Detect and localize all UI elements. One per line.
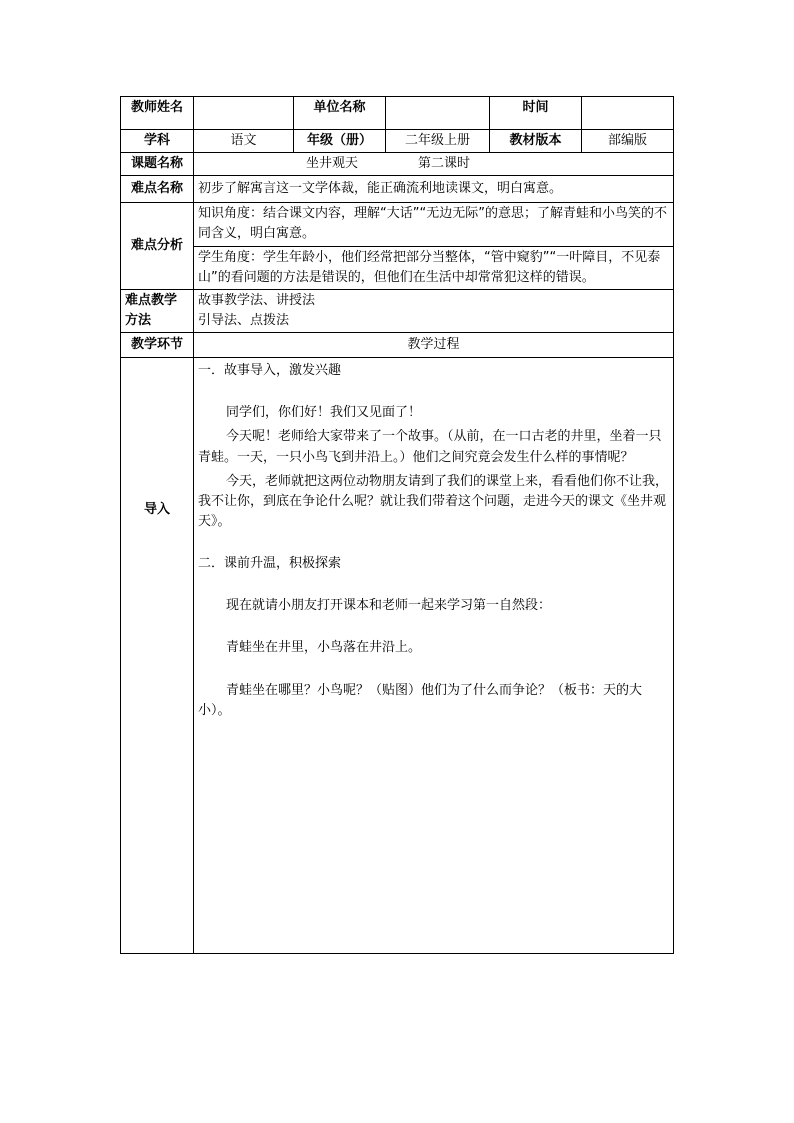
section-2-title: 二．课前升温，积极探索 xyxy=(198,556,342,572)
section-1-title: 一．故事导入，激发兴趣 xyxy=(198,363,342,379)
subject-info-row xyxy=(121,130,674,153)
teacher-name-label: 教师姓名 xyxy=(121,97,194,130)
grade-value: 二年级上册 xyxy=(386,130,490,153)
method-label: 难点教学方法 xyxy=(121,289,194,332)
intro-paragraph-3: 今天，老师就把这两位动物朋友请到了我们的课堂上来，看看他们你不让我，我不让你，到底在争论什么呢？就让我们带着这个问题，走进今天的课文《坐井观天》。 xyxy=(198,473,669,529)
intro-paragraph-2: 今天呢！老师给大家带来了一个故事。（从前，在一口古老的井里，坐着一只青蛙。一天，一只小鸟飞到井沿上。）他们之间究竟会发生什么样的事情呢？ xyxy=(198,429,662,465)
time-label: 时间 xyxy=(490,97,582,130)
method-line-2: 引导法、点拨法 xyxy=(198,312,290,328)
teacher-name-value xyxy=(194,97,294,130)
intro-process xyxy=(194,358,674,954)
time-value xyxy=(582,97,674,130)
lesson-plan-table xyxy=(120,96,674,954)
analysis-label: 难点分析 xyxy=(121,203,194,290)
intro-label: 导入 xyxy=(121,358,194,954)
topic-row xyxy=(121,153,674,176)
method-row xyxy=(121,289,674,332)
topic-title: 坐井观天 xyxy=(305,156,358,172)
teacher-info-row xyxy=(121,97,674,130)
intro-row xyxy=(121,358,674,954)
unit-name-label: 单位名称 xyxy=(294,97,386,130)
textbook-version-value: 部编版 xyxy=(582,130,674,153)
intro-paragraph-6: 青蛙坐在哪里？小鸟呢？（贴图）他们为了什么而争论？（板书：天的大小）。 xyxy=(198,682,643,718)
intro-paragraph-5: 青蛙坐在井里，小鸟落在井沿上。 xyxy=(226,640,422,656)
topic-lesson: 第二课时 xyxy=(418,156,471,172)
difficulty-row xyxy=(121,176,674,203)
difficulty-text: 初步了解寓言这一文学体裁，能正确流利地读课文，明白寓意。 xyxy=(194,176,674,203)
unit-name-value xyxy=(386,97,490,130)
subject-label: 学科 xyxy=(121,130,194,153)
analysis-knowledge: 知识角度：结合课文内容，理解“大话”“无边无际”的意思；了解青蛙和小鸟笑的不同含义，明白寓意。 xyxy=(194,203,674,246)
method-values xyxy=(194,289,674,332)
intro-paragraph-1: 同学们，你们好！我们又见面了！ xyxy=(226,405,422,421)
subject-value: 语文 xyxy=(194,130,294,153)
topic-label: 课题名称 xyxy=(121,153,194,176)
textbook-version-label: 教材版本 xyxy=(490,130,582,153)
intro-paragraph-4: 现在就请小朋友打开课本和老师一起来学习第一自然段： xyxy=(226,598,552,614)
analysis-student: 学生角度：学生年龄小，他们经常把部分当整体，“管中窥豹”“一叶障目，不见泰山”的看问题的方法是错误的，但他们在生活中却常常犯这样的错误。 xyxy=(194,246,674,289)
analysis-knowledge-row xyxy=(121,203,674,246)
stage-label: 教学环节 xyxy=(121,333,194,358)
grade-label: 年级（册） xyxy=(294,130,386,153)
difficulty-label: 难点名称 xyxy=(121,176,194,203)
stage-header-row xyxy=(121,333,674,358)
method-line-1: 故事教学法、讲授法 xyxy=(198,292,316,308)
analysis-student-row xyxy=(121,246,674,289)
process-label: 教学过程 xyxy=(194,333,674,358)
topic-value xyxy=(194,153,674,176)
